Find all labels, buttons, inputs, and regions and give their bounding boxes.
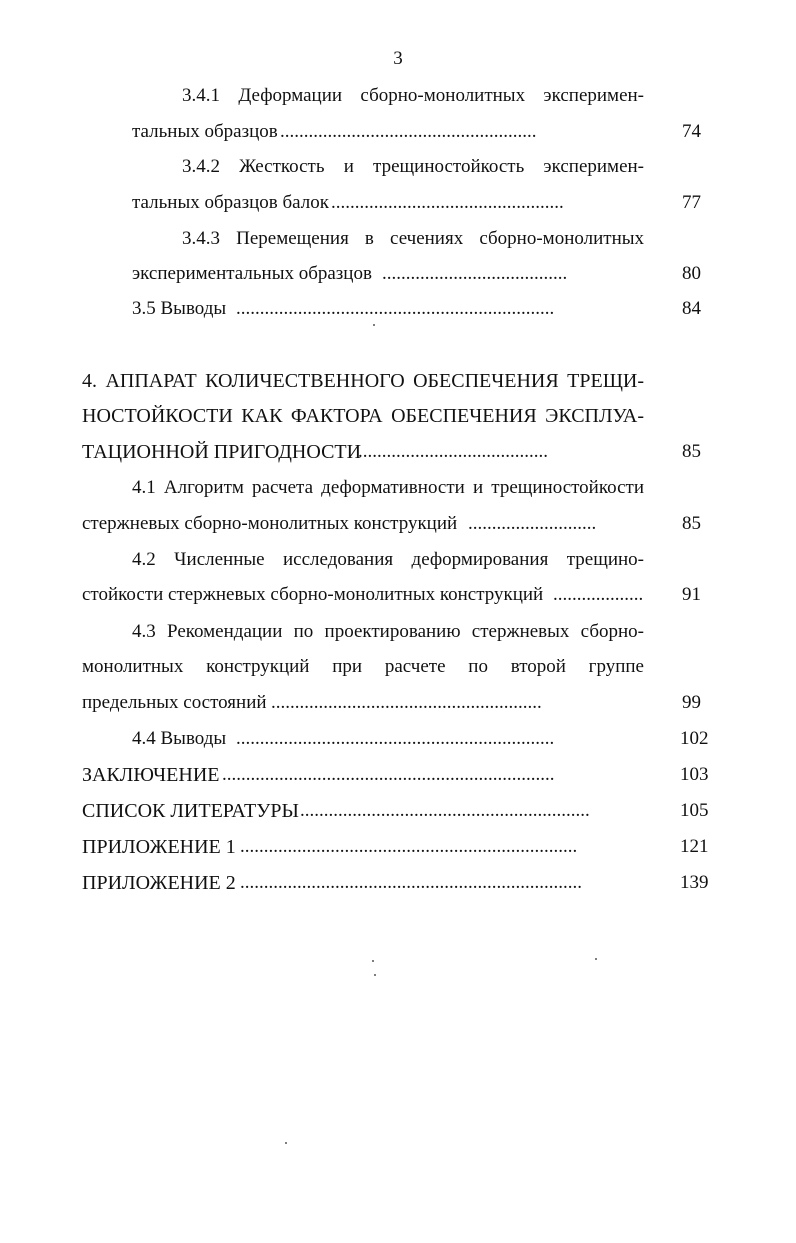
toc-entry-3-4-2-leader: ................................................. bbox=[331, 192, 564, 213]
toc-entry-conclusion-leader: ...................................................................... bbox=[222, 764, 555, 785]
toc-entry-appendix-1-page: 121 bbox=[680, 836, 709, 857]
toc-entry-3-5-title: 3.5 Выводы bbox=[132, 298, 227, 319]
toc-entry-4-2-leader: ................... bbox=[553, 584, 643, 605]
scan-speck bbox=[285, 1142, 287, 1144]
scan-speck bbox=[373, 324, 375, 326]
toc-entry-3-4-1-page: 74 bbox=[682, 121, 701, 142]
toc-entry-3-4-2-title-line-2: тальных образцов балок bbox=[132, 192, 329, 213]
toc-entry-references-page: 105 bbox=[680, 800, 709, 821]
toc-entry-3-4-2-title-line-1: 3.4.2 Жесткость и трещиностойкость эксперимен- bbox=[182, 156, 644, 177]
toc-entry-3-4-3-title-line-2: экспериментальных образцов bbox=[132, 263, 372, 284]
toc-entry-3-4-3-title-line-1: 3.4.3 Перемещения в сечениях сборно-монолитных bbox=[182, 228, 644, 249]
toc-entry-conclusion-page: 103 bbox=[680, 764, 709, 785]
toc-entry-3-4-1-title-line-1: 3.4.1 Деформации сборно-монолитных эксперимен- bbox=[182, 85, 644, 106]
toc-chapter-4-page: 85 bbox=[682, 441, 701, 462]
toc-entry-4-2-title-line-1: 4.2 Численные исследования деформирования трещино- bbox=[132, 549, 644, 570]
toc-entry-4-1-title-line-2: стержневых сборно-монолитных конструкций bbox=[82, 513, 458, 534]
scan-speck bbox=[372, 960, 374, 962]
toc-entry-4-2-title-line-2: стойкости стержневых сборно-монолитных конструкций bbox=[82, 584, 544, 605]
toc-entry-4-3-title-line-1: 4.3 Рекомендации по проектированию стержневых сборно- bbox=[132, 621, 644, 642]
toc-entry-4-4-page: 102 bbox=[680, 728, 709, 749]
toc-entry-4-1-title-line-1: 4.1 Алгоритм расчета деформативности и трещиностойкости bbox=[132, 477, 644, 498]
toc-entry-4-3-title-line-3: предельных состояний bbox=[82, 692, 267, 713]
toc-entry-3-5-leader: ................................................................... bbox=[236, 298, 555, 319]
toc-entry-appendix-2-page: 139 bbox=[680, 872, 709, 893]
toc-entry-appendix-1-title: ПРИЛОЖЕНИЕ 1 bbox=[82, 836, 236, 858]
toc-entry-4-1-leader: ........................... bbox=[468, 513, 597, 534]
toc-entry-3-5-page: 84 bbox=[682, 298, 701, 319]
scan-speck bbox=[595, 958, 597, 960]
toc-entry-3-4-2-page: 77 bbox=[682, 192, 701, 213]
toc-entry-4-4-leader: ................................................................... bbox=[236, 728, 555, 749]
toc-entry-4-2-page: 91 bbox=[682, 584, 701, 605]
toc-entry-references-title: СПИСОК ЛИТЕРАТУРЫ bbox=[82, 800, 299, 822]
toc-entry-3-4-3-page: 80 bbox=[682, 263, 701, 284]
toc-entry-references-leader: ............................................................. bbox=[300, 800, 590, 821]
toc-entry-conclusion-title: ЗАКЛЮЧЕНИЕ bbox=[82, 764, 220, 786]
toc-entry-3-4-3-leader: ....................................... bbox=[382, 263, 568, 284]
toc-chapter-4-leader: ........................................ bbox=[358, 441, 548, 462]
scan-speck bbox=[374, 974, 376, 976]
toc-entry-4-3-page: 99 bbox=[682, 692, 701, 713]
page-number: 3 bbox=[393, 48, 403, 69]
toc-entry-3-4-1-leader: ...................................................... bbox=[280, 121, 537, 142]
toc-entry-3-4-1-title-line-2: тальных образцов bbox=[132, 121, 278, 142]
toc-entry-appendix-1-leader: ....................................................................... bbox=[240, 836, 578, 857]
toc-entry-appendix-2-title: ПРИЛОЖЕНИЕ 2 bbox=[82, 872, 236, 894]
toc-chapter-4-title-line-2: НОСТОЙКОСТИ КАК ФАКТОРА ОБЕСПЕЧЕНИЯ ЭКСПЛУА- bbox=[82, 405, 644, 427]
toc-entry-4-3-leader: ......................................................... bbox=[271, 692, 542, 713]
toc-entry-4-1-page: 85 bbox=[682, 513, 701, 534]
toc-entry-4-3-title-line-2: монолитных конструкций при расчете по второй группе bbox=[82, 656, 644, 677]
toc-chapter-4-title-line-1: 4. АППАРАТ КОЛИЧЕСТВЕННОГО ОБЕСПЕЧЕНИЯ ТРЕЩИ- bbox=[82, 370, 644, 392]
toc-entry-4-4-title: 4.4 Выводы bbox=[132, 728, 227, 749]
toc-entry-appendix-2-leader: ........................................................................ bbox=[240, 872, 582, 893]
toc-chapter-4-title-line-3: ТАЦИОННОЙ ПРИГОДНОСТИ bbox=[82, 441, 362, 463]
